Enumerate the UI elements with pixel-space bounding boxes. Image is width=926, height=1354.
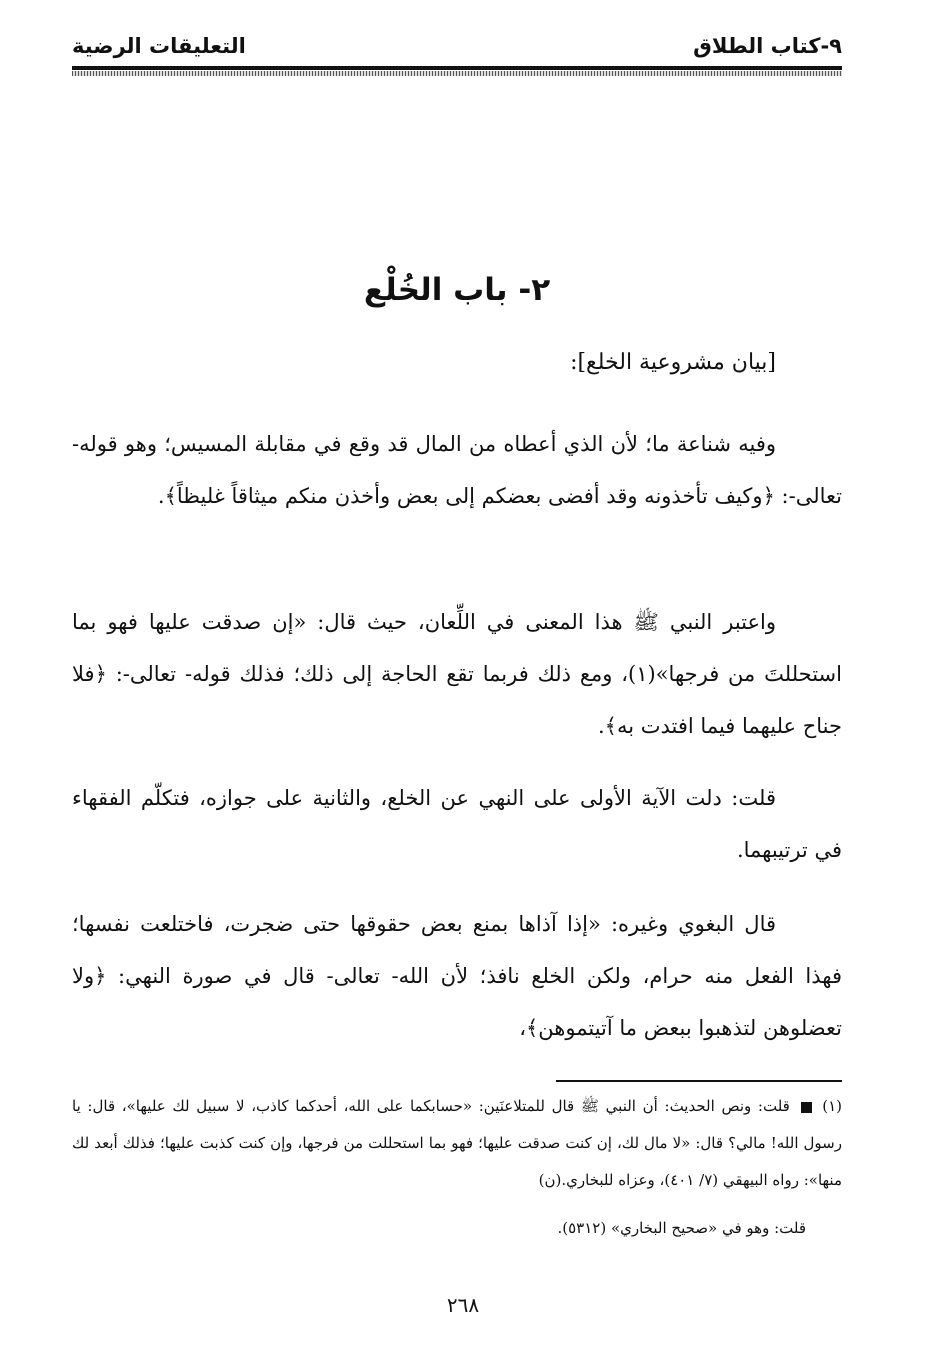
square-icon [801, 1102, 812, 1113]
footnote [72, 1088, 842, 1199]
body-paragraph: قلت: دلت الآية الأولى على النهي عن الخلع، والثانية على جوازه، فتكلّم الفقهاء في ترتيبهما. [72, 786, 842, 862]
body-paragraph: وفيه شناعة ما؛ لأن الذي أعطاه من المال قد وقع في مقابلة المسيس؛ وهو قوله- تعالى-: ﴿وكيف تأخذونه وقد أفضى بعضكم إلى بعض وأخذن منكم ميثاقاً غليظاً﴾. [72, 432, 842, 508]
header-rule-band [72, 71, 842, 76]
body-paragraph: قال البغوي وغيره: «إذا آذاها بمنع بعض حقوقها حتى ضجرت، فاختلعت نفسها؛ فهذا الفعل منه حرام، ولكن الخلع نافذ؛ لأن الله- تعالى- قال في صورة النهي: ﴿ولا تعضلوهن لتذهبوا ببعض ما آتيتموهن﴾، [72, 912, 842, 1040]
footnote-note: قلت: وهو في «صحيح البخاري» (٥٣١٢). [557, 1219, 806, 1237]
header-chapter-name: ٩-كتاب الطلاق [693, 34, 842, 58]
running-header [72, 26, 842, 66]
body-paragraph: واعتبر النبي ﷺ هذا المعنى في اللِّعان، حيث قال: «إن صدقت عليها فهو بما استحللتَ من فرجها»(١)، ومع ذلك فربما تقع الحاجة إلى ذلك؛ فذلك قوله- تعالى-: ﴿فلا جناح عليهما فيما افتدت به﴾. [72, 610, 842, 738]
chapter-title: ٢- باب الخُلْع [363, 272, 551, 308]
page-number: ٢٦٨ [446, 1293, 480, 1317]
footnote-marker: (١) [822, 1097, 842, 1115]
header-rule [72, 66, 842, 70]
section-heading: [بيان مشروعية الخلع]: [570, 350, 776, 375]
header-book-title: التعليقات الرضية [72, 34, 246, 58]
footnote-text: قلت: ونص الحديث: أن النبي ﷺ قال للمتلاعنَين: «حسابكما على الله، أحدكما كاذب، لا سبيل لك عليها»، قال: يا رسول الله! مالي؟ قال: «لا مال لك، إن كنت صدقت عليها؛ فهو بما استحللت من فرجها، وإن كنت كذبت عليها؛ فذلك أبعد لك منها»: رواه البيهقي (٧/ ٤٠١)، وعزاه للبخاري.(ن) [72, 1097, 842, 1189]
footnote-separator [556, 1080, 842, 1082]
